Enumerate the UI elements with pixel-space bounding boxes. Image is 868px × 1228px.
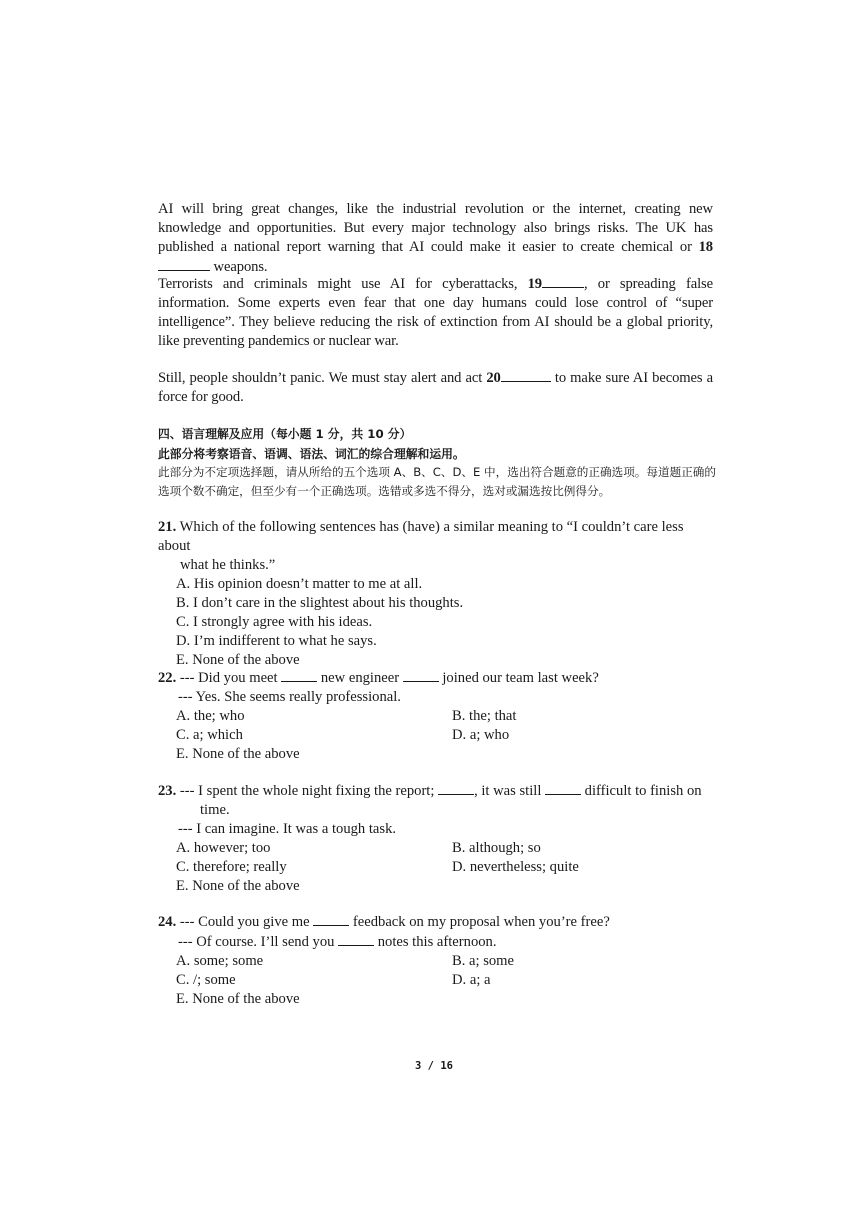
option-d[interactable]: D. nevertheless; quite — [452, 859, 579, 875]
question-24 — [158, 912, 713, 1009]
dialogue-reply: --- Yes. She seems really professional. — [178, 689, 401, 705]
answer-blank — [313, 912, 349, 926]
dialogue-reply: --- I can imagine. It was a tough task. — [178, 821, 397, 837]
section-subtitle: 此部分将考察语音、语调、语法、词汇的综合理解和运用。 — [158, 447, 465, 461]
paragraph-text: to make sure AI becomes a force for good. — [158, 370, 713, 405]
dialogue-text: --- Could you give me — [179, 914, 314, 930]
passage-paragraph-1 — [158, 200, 713, 277]
answer-blank — [403, 668, 439, 682]
answer-blank — [542, 274, 584, 288]
answer-blank — [281, 668, 317, 682]
dialogue-text: --- Did you meet — [179, 670, 282, 686]
passage-paragraph-2 — [158, 274, 713, 351]
option-d[interactable]: D. a; a — [452, 972, 491, 988]
question-stem: Which of the following sentences has (have) a similar meaning to “I couldn’t care less about — [158, 519, 684, 554]
question-23 — [158, 781, 713, 896]
option-b[interactable]: B. the; that — [452, 708, 517, 724]
passage-paragraph-3 — [158, 368, 713, 407]
option-d[interactable]: D. a; who — [452, 727, 510, 743]
question-22 — [158, 668, 713, 764]
section-title: 四、语言理解及应用（每小题 1 分，共 10 分） — [158, 427, 412, 441]
question-stem-cont: time. — [200, 802, 230, 818]
dialogue-text: , it was still — [474, 783, 546, 799]
option-a[interactable]: A. the; who — [176, 708, 245, 724]
option-c[interactable]: C. therefore; really — [176, 859, 287, 875]
option-c[interactable]: C. /; some — [176, 972, 236, 988]
question-number: 21. — [158, 519, 177, 535]
blank-number: 20 — [486, 370, 501, 386]
question-number: 22. — [158, 670, 177, 686]
paragraph-text: , or spreading false information. Some experts even fear that one day humans could lose control of “super intelligence”. They believe reducing the risk of extinction from AI should be a global priority, like preventing pandemics or nuclear war. — [158, 276, 713, 349]
dialogue-reply: --- Of course. I’ll send you — [178, 934, 339, 950]
answer-blank — [501, 368, 551, 382]
option-e[interactable]: E. None of the above — [176, 991, 300, 1007]
answer-blank — [158, 257, 210, 271]
answer-blank — [438, 781, 474, 795]
question-number: 23. — [158, 783, 177, 799]
paragraph-text: Terrorists and criminals might use AI for cyberattacks, — [158, 276, 528, 292]
option-b[interactable]: B. a; some — [452, 953, 515, 969]
option-a[interactable]: A. however; too — [176, 840, 271, 856]
option-c[interactable]: C. I strongly agree with his ideas. — [176, 614, 373, 630]
option-e[interactable]: E. None of the above — [176, 878, 300, 894]
paragraph-text: AI will bring great changes, like the industrial revolution or the internet, creating new knowledge and opportunities. But every major technology also brings risks. The UK has published a national report warning that AI could make it easier to create chemical or — [158, 201, 713, 255]
dialogue-reply: notes this afternoon. — [374, 934, 497, 950]
dialogue-text: new engineer — [317, 670, 403, 686]
question-21 — [158, 518, 713, 670]
option-a[interactable]: A. some; some — [176, 953, 264, 969]
option-d[interactable]: D. I’m indifferent to what he says. — [176, 633, 377, 649]
question-stem-cont: what he thinks.” — [180, 557, 276, 573]
dialogue-text: --- I spent the whole night fixing the report; — [179, 783, 439, 799]
option-b[interactable]: B. I don’t care in the slightest about his thoughts. — [176, 595, 464, 611]
option-c[interactable]: C. a; which — [176, 727, 243, 743]
paragraph-text: Still, people shouldn’t panic. We must stay alert and act — [158, 370, 487, 386]
answer-blank — [338, 932, 374, 946]
option-a[interactable]: A. His opinion doesn’t matter to me at all. — [176, 576, 423, 592]
answer-blank — [545, 781, 581, 795]
option-e[interactable]: E. None of the above — [176, 652, 300, 668]
dialogue-text: difficult to finish on — [581, 783, 702, 799]
dialogue-text: joined our team last week? — [438, 670, 599, 686]
blank-number: 19 — [527, 276, 542, 292]
dialogue-text: feedback on my proposal when you’re free? — [349, 914, 610, 930]
question-number: 24. — [158, 914, 177, 930]
page-number: 3 / 16 — [415, 1060, 453, 1072]
paragraph-text: weapons. — [210, 259, 268, 275]
blank-number: 18 — [698, 239, 713, 255]
section-description: 此部分为不定项选择题，请从所给的五个选项 A、B、C、D、E 中，选出符合题意的正确选项。每道题正确的选项个数不确定，但至少有一个正确选项。选错或多选不得分，选对或漏选按比例得分。 — [158, 465, 716, 498]
option-e[interactable]: E. None of the above — [176, 746, 300, 762]
option-b[interactable]: B. although; so — [452, 840, 541, 856]
